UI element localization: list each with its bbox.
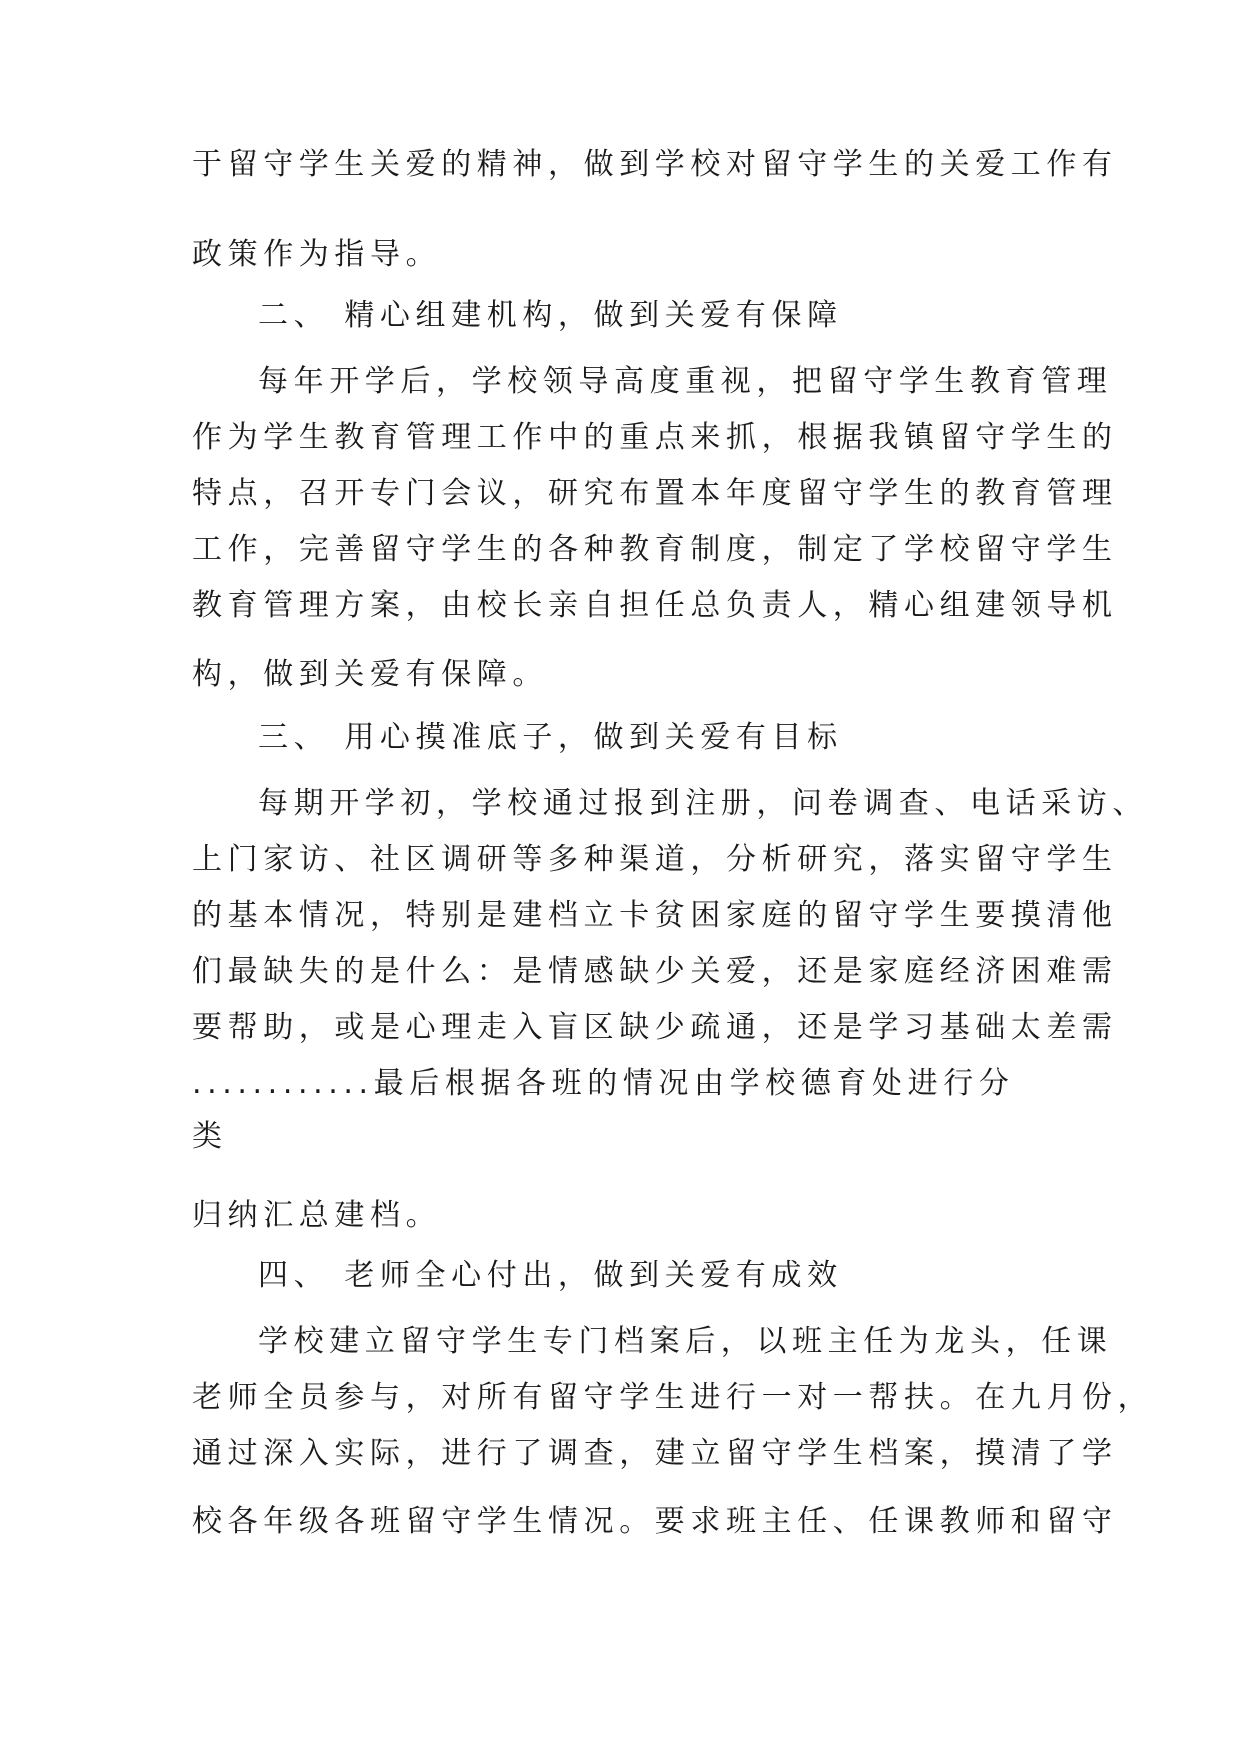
section-heading: 二、 精心组建机构，做到关爱有保障 [258, 298, 843, 333]
paragraph-line: 工作，完善留守学生的各种教育制度，制定了学校留守学生 [192, 532, 1118, 567]
paragraph-line: 的基本情况，特别是建档立卡贫困家庭的留守学生要摸清他 [192, 898, 1118, 933]
paragraph-line: 政策作为指导。 [192, 237, 442, 272]
paragraph-line: 特点，召开专门会议，研究布置本年度留守学生的教育管理 [192, 476, 1118, 511]
paragraph-line: 们最缺失的是什么：是情感缺少关爱，还是家庭经济困难需 [192, 954, 1118, 989]
paragraph-line: 教育管理方案，由校长亲自担任总负责人，精心组建领导机 [192, 588, 1118, 623]
paragraph-line: 构，做到关爱有保障。 [192, 657, 548, 692]
paragraph-line: 作为学生教育管理工作中的重点来抓，根据我镇留守学生的 [192, 420, 1118, 455]
paragraph-line: 每年开学后，学校领导高度重视，把留守学生教育管理 [258, 364, 1113, 399]
paragraph-line: ............最后根据各班的情况由学校德育处进行分 [192, 1066, 1015, 1101]
paragraph-line: 学校建立留守学生专门档案后，以班主任为龙头，任课 [258, 1324, 1113, 1359]
paragraph-line: 老师全员参与，对所有留守学生进行一对一帮扶。在九月份， [192, 1380, 1154, 1415]
paragraph-line: 归纳汇总建档。 [192, 1198, 442, 1233]
paragraph-line: 上门家访、社区调研等多种渠道，分析研究，落实留守学生 [192, 842, 1118, 877]
paragraph-line: 校各年级各班留守学生情况。要求班主任、任课教师和留守 [192, 1504, 1118, 1539]
paragraph-line: 于留守学生关爱的精神，做到学校对留守学生的关爱工作有 [192, 147, 1118, 182]
section-heading: 三、 用心摸准底子，做到关爱有目标 [258, 720, 843, 755]
paragraph-line: 类 [192, 1119, 228, 1154]
section-heading: 四、 老师全心付出，做到关爱有成效 [258, 1258, 843, 1293]
paragraph-line: 要帮助，或是心理走入盲区缺少疏通，还是学习基础太差需 [192, 1010, 1118, 1045]
paragraph-line: 每期开学初，学校通过报到注册，问卷调查、电话采访、 [258, 786, 1148, 821]
paragraph-line: 通过深入实际，进行了调查，建立留守学生档案，摸清了学 [192, 1436, 1118, 1471]
